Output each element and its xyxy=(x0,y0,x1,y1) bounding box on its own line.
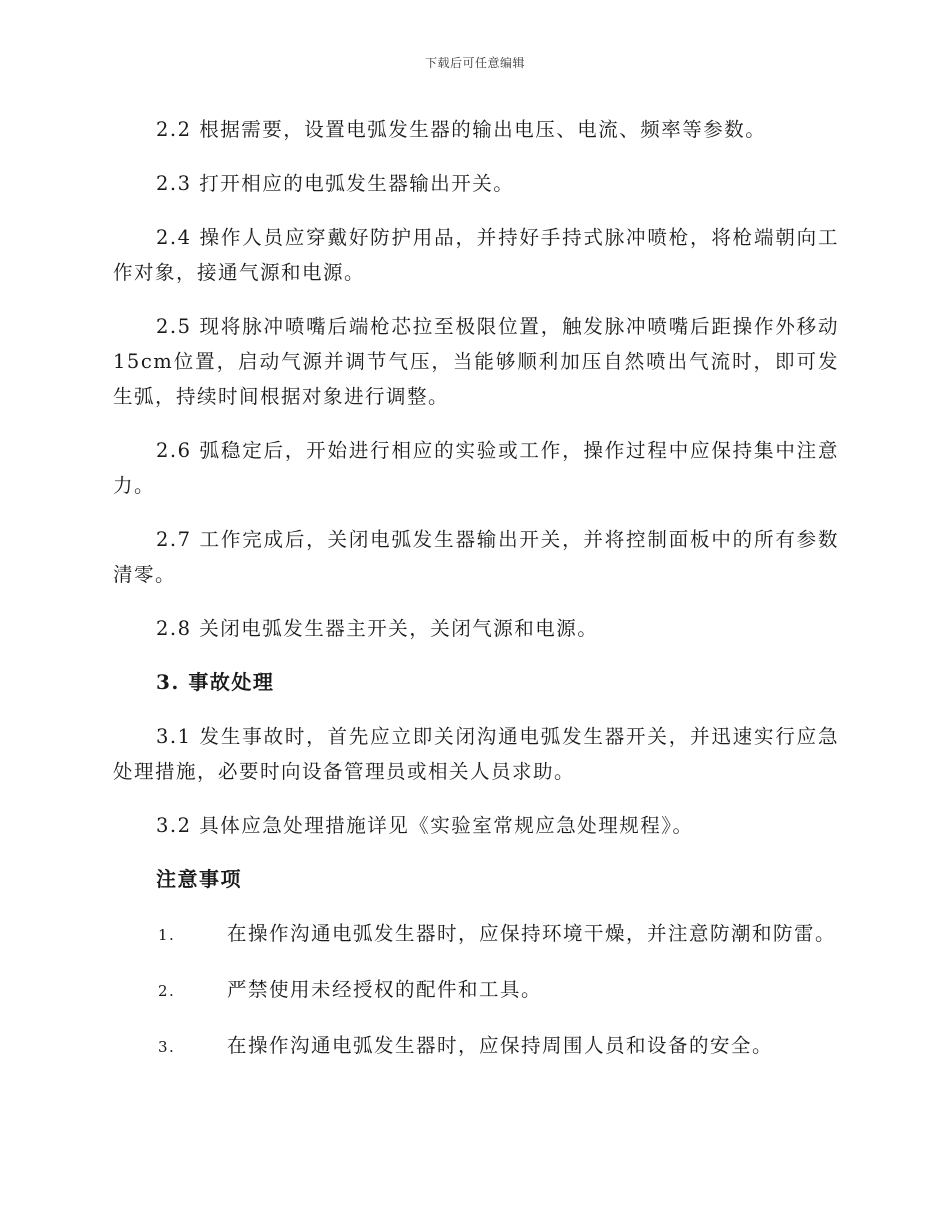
note-text: 在操作沟通电弧发生器时，应保持环境干燥，并注意防潮和防雷。 xyxy=(227,922,837,945)
paragraph-2-6: 2.6 弧稳定后，开始进行相应的实验或工作，操作过程中应保持集中注意力。 xyxy=(113,439,839,497)
document-body xyxy=(113,112,839,1084)
note-text: 在操作沟通电弧发生器时，应保持周围人员和设备的安全。 xyxy=(227,1034,774,1057)
section-heading-accident: 3. 事故处理 xyxy=(156,670,275,694)
paragraph-2-3: 2.3 打开相应的电弧发生器输出开关。 xyxy=(156,172,515,195)
note-number: 3. xyxy=(158,1038,176,1056)
note-number: 1. xyxy=(158,926,176,944)
section-heading-notes: 注意事项 xyxy=(156,867,242,891)
paragraph-2-4: 2.4 操作人员应穿戴好防护用品，并持好手持式脉冲喷枪，将枪端朝向工作对象，接通气源和电源。 xyxy=(113,226,839,284)
paragraph-3-2: 3.2 具体应急处理措施详见《实验室常规应急处理规程》。 xyxy=(156,814,694,837)
note-number: 2. xyxy=(158,982,176,1000)
paragraph-2-2: 2.2 根据需要，设置电弧发生器的输出电压、电流、频率等参数。 xyxy=(156,118,767,141)
paragraph-3-1: 3.1 发生事故时，首先应立即关闭沟通电弧发生器开关，并迅速实行应急处理措施，必要时向设备管理员或相关人员求助。 xyxy=(113,725,839,783)
note-text: 严禁使用未经授权的配件和工具。 xyxy=(227,978,543,1001)
paragraph-2-5: 2.5 现将脉冲喷嘴后端枪芯拉至极限位置，触发脉冲喷嘴后距操作外移动15cm位置，启动气源并调节气压，当能够顺利加压自然喷出气流时，即可发生弧，持续时间根据对象进行调整。 xyxy=(113,315,839,408)
paragraph-2-8: 2.8 关闭电弧发生器主开关，关闭气源和电源。 xyxy=(156,617,599,640)
note-item xyxy=(113,1028,839,1065)
note-item xyxy=(113,972,839,1009)
paragraph-2-7: 2.7 工作完成后，关闭电弧发生器输出开关，并将控制面板中的所有参数清零。 xyxy=(113,528,839,586)
note-item xyxy=(113,916,839,953)
page-header: 下载后可任意编辑 xyxy=(424,56,525,70)
